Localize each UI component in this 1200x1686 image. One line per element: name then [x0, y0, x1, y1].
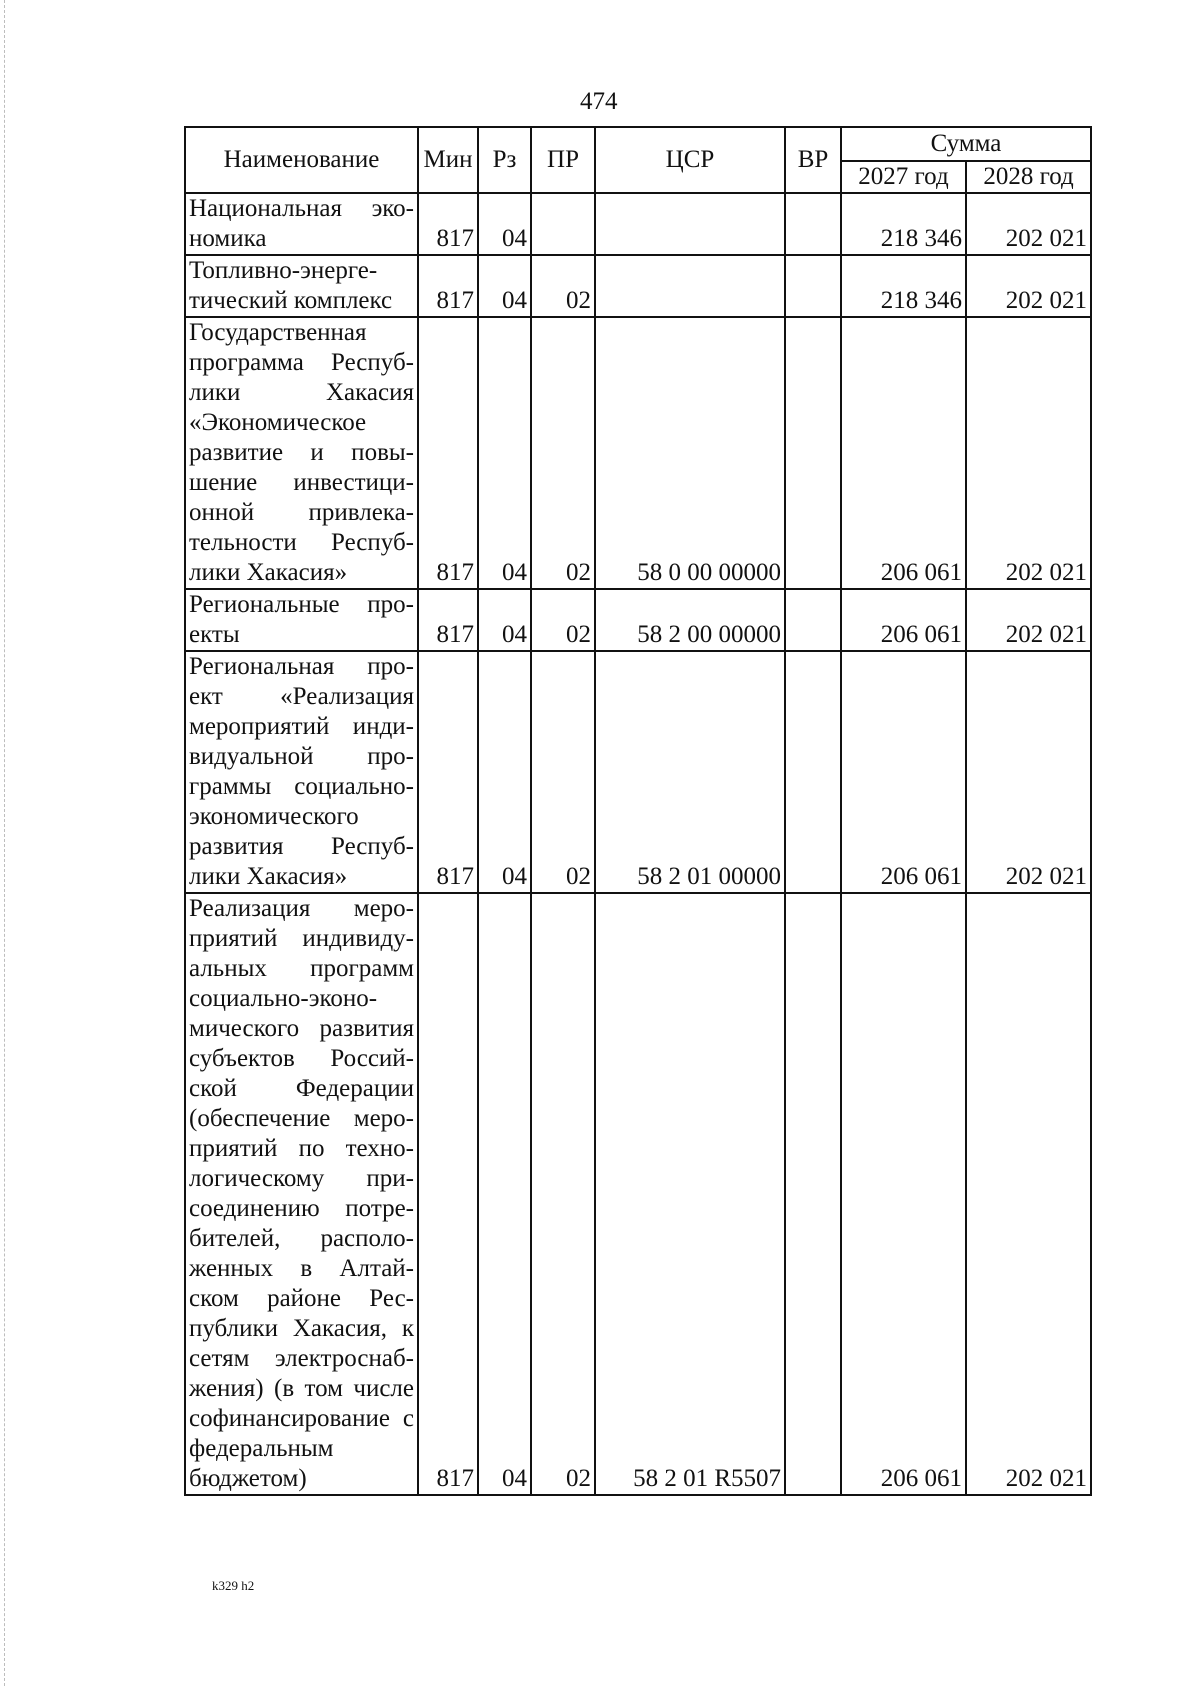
- table-row: [185, 317, 1091, 589]
- row-csr: [595, 255, 785, 317]
- row-pr: [531, 193, 595, 255]
- row-name: Региональная про-ект «Реализация мероприятий инди-видуальной про-граммы социально-экономического развития Респуб-лики Хакасия»: [185, 651, 418, 893]
- row-vr: [785, 193, 841, 255]
- header-min: Мин: [418, 127, 478, 193]
- header-sum: Сумма: [841, 127, 1091, 161]
- table-row: [185, 589, 1091, 651]
- row-name: Реализация меро-приятий индивиду-альных программ социально-эконо-мического развития субъектов Россий-ской Федерации (обеспечение меро-приятий по техно-логическому при-соединению потре-бителей, располо-женных в Алтай-ском районе Рес-публики Хакасия, к сетям электроснаб-жения) (в том числе софинансирование с федеральным бюджетом): [185, 893, 418, 1495]
- row-vr: [785, 589, 841, 651]
- row-csr: 58 2 01 R5507: [595, 893, 785, 1495]
- row-vr: [785, 255, 841, 317]
- row-csr: 58 2 00 00000: [595, 589, 785, 651]
- table-row: [185, 193, 1091, 255]
- header-csr: ЦСР: [595, 127, 785, 193]
- row-vr: [785, 651, 841, 893]
- row-pr: 02: [531, 255, 595, 317]
- row-rz: 04: [478, 255, 531, 317]
- row-sum-2027: 206 061: [841, 893, 966, 1495]
- row-sum-2028: 202 021: [966, 589, 1091, 651]
- row-min: 817: [418, 589, 478, 651]
- row-rz: 04: [478, 589, 531, 651]
- row-sum-2028: 202 021: [966, 317, 1091, 589]
- row-min: 817: [418, 193, 478, 255]
- row-pr: 02: [531, 317, 595, 589]
- header-vr: ВР: [785, 127, 841, 193]
- row-sum-2027: 218 346: [841, 255, 966, 317]
- table-row: [185, 651, 1091, 893]
- row-vr: [785, 893, 841, 1495]
- budget-table: [184, 126, 1092, 1496]
- row-name: Государственная программа Респуб-лики Хакасия «Экономическое развитие и повы-шение инвестици-онной привлека-тельности Респуб-лики Хакасия»: [185, 317, 418, 589]
- row-rz: 04: [478, 893, 531, 1495]
- row-rz: 04: [478, 193, 531, 255]
- row-vr: [785, 317, 841, 589]
- row-name: Топливно-энерге-тический комплекс: [185, 255, 418, 317]
- page-number: 474: [580, 88, 618, 115]
- row-min: 817: [418, 651, 478, 893]
- row-csr: 58 0 00 00000: [595, 317, 785, 589]
- row-sum-2028: 202 021: [966, 255, 1091, 317]
- row-name: Национальная эко-номика: [185, 193, 418, 255]
- row-csr: 58 2 01 00000: [595, 651, 785, 893]
- header-pr: ПР: [531, 127, 595, 193]
- row-sum-2028: 202 021: [966, 893, 1091, 1495]
- row-name: Региональные про-екты: [185, 589, 418, 651]
- row-sum-2028: 202 021: [966, 651, 1091, 893]
- row-sum-2028: 202 021: [966, 193, 1091, 255]
- footer-code: k329 h2: [212, 1578, 255, 1593]
- header-year-2028: 2028 год: [966, 161, 1091, 193]
- row-pr: 02: [531, 651, 595, 893]
- row-csr: [595, 193, 785, 255]
- scan-edge-line: [4, 0, 5, 1686]
- row-rz: 04: [478, 317, 531, 589]
- row-sum-2027: 206 061: [841, 589, 966, 651]
- table-row: [185, 893, 1091, 1495]
- row-pr: 02: [531, 589, 595, 651]
- row-min: 817: [418, 317, 478, 589]
- row-sum-2027: 218 346: [841, 193, 966, 255]
- header-name: Наименование: [185, 127, 418, 193]
- row-min: 817: [418, 893, 478, 1495]
- row-sum-2027: 206 061: [841, 317, 966, 589]
- row-rz: 04: [478, 651, 531, 893]
- table-row: [185, 255, 1091, 317]
- row-min: 817: [418, 255, 478, 317]
- row-sum-2027: 206 061: [841, 651, 966, 893]
- header-year-2027: 2027 год: [841, 161, 966, 193]
- row-pr: 02: [531, 893, 595, 1495]
- header-rz: Рз: [478, 127, 531, 193]
